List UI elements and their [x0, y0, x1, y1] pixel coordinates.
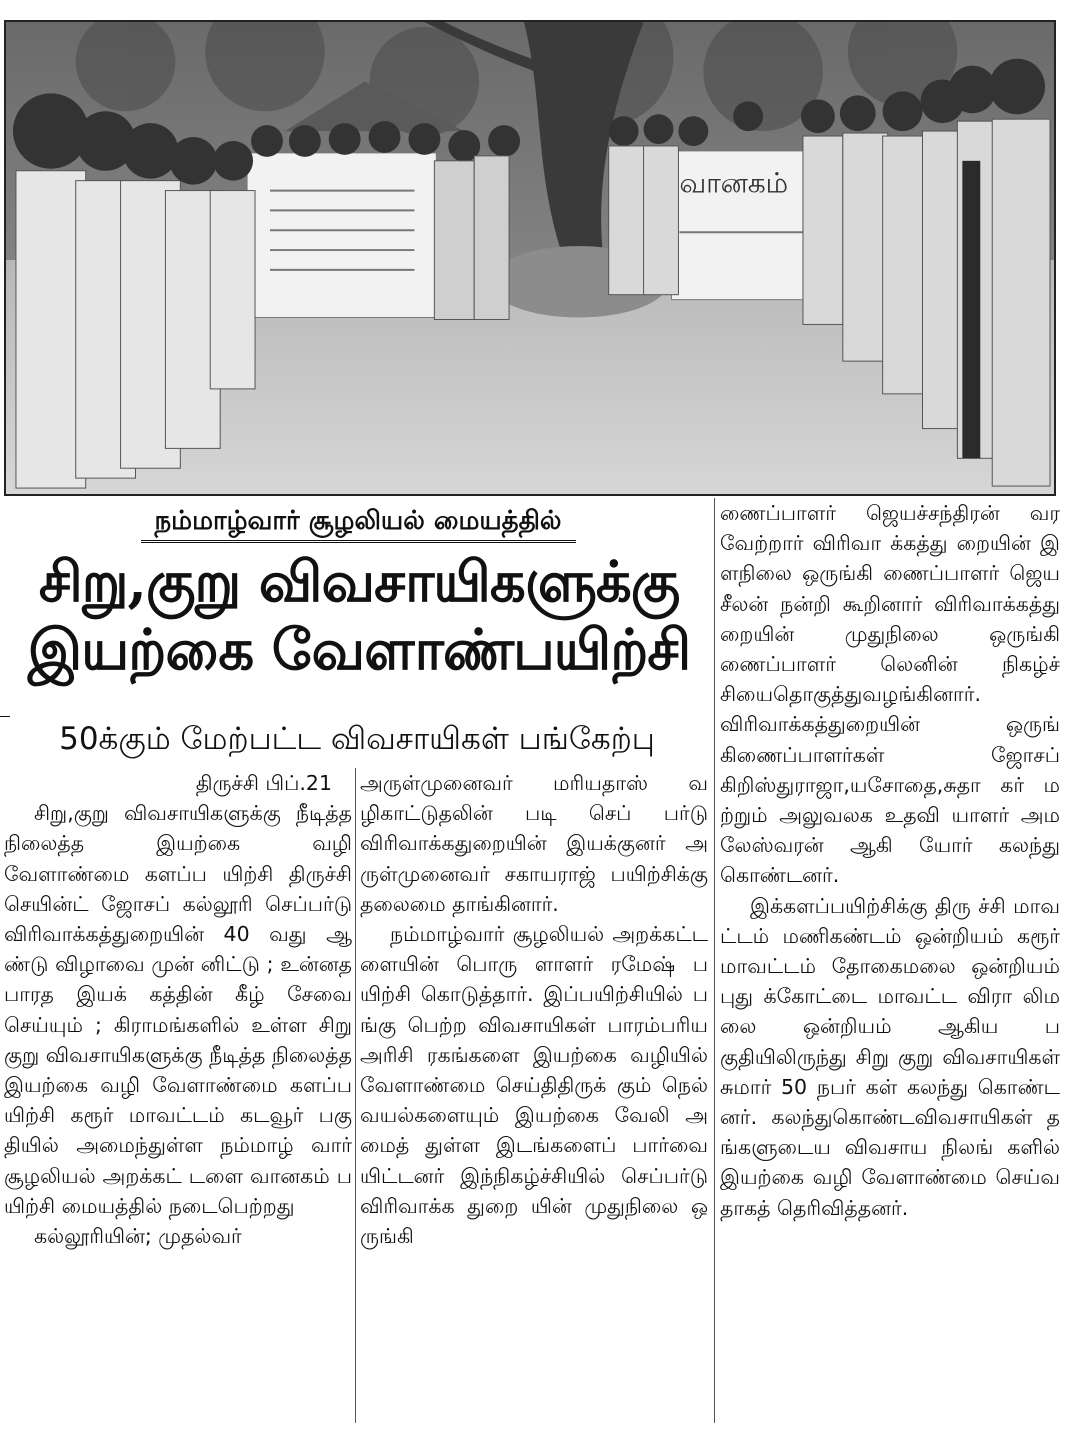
paragraph: இக்களப்பயிற்சிக்கு திரு ச்சி மாவட்டம் மணிகண்டம் ஒன்றியம் கரூர் மாவட்டம் தோகைமலை ஒன்றியம் புது க்கோட்டை மாவட்ட விரா லிமலை ஒன்றியம் ஆகிய பகுதியிலிருந்து சிறு குறு விவசாயிகள் சுமார் 50 நபர் கள் கலந்து கொண்டனர். கலந்துகொண்டவிவசாயிகள் தங்களுடைய விவசாய நிலங் களில் இயற்கை வழி வேளாண்மை செய்வதாகத் தெரிவித்தனர். — [720, 893, 1060, 1220]
subheadline: 50க்கும் மேற்பட்ட விவசாயிகள் பங்கேற்பு — [59, 721, 655, 757]
news-photo — [4, 20, 1056, 496]
subhead-rule — [0, 716, 10, 717]
column-divider — [714, 498, 715, 1423]
column-divider — [355, 768, 356, 1423]
paragraph: நம்மாழ்வார் சூழலியல் அறக்கட்டளையின் பொரு ளாளர் ரமேஷ் பயிற்சி கொடுத்தார். இப்பயிற்சியில் பங்கு பெற்ற விவசாயிகள் பாரம்பரிய அரிசி ரகங்களை இயற்கை வழியில் வேளாண்மை செய்திதிருக் கும் நெல் வயல்களையும் இயற்கை வேலி அமைத் துள்ள இடங்களைப் பார்வை யிட்டனர் இந்நிகழ்ச்சியில் செப்பர்டு விரிவாக்க துறை யின் முதுநிலை ஒருங்கி — [360, 922, 708, 1249]
article-column-1 — [4, 768, 352, 1251]
farmers-group-photo — [6, 22, 1054, 494]
paragraph: அருள்முனைவர் மரியதாஸ் வழிகாட்டுதலின் படி செப் பர்டு விரிவாக்கதுறையின் இயக்குனர் அருள்முனைவர் சகாயராஜ் பயிற்சிக்கு தலைமை தாங்கினார். — [360, 771, 708, 916]
kicker-text: நம்மாழ்வார் சூழலியல் மையத்தில் — [141, 504, 576, 543]
article-column-2 — [360, 768, 708, 1251]
paragraph: சிறு,குறு விவசாயிகளுக்கு நீடித்த நிலைத்த இயற்கை வழி வேளாண்மை களப்ப யிற்சி திருச்சி செயின்ட் ஜோசப் கல்லூரி செப்பர்டு விரிவாக்கத்துறையின் 40 வது ஆண்டு விழாவை முன் னிட்டு ; உன்னத பாரத இயக் கத்தின் கீழ் சேவை செய்யும் ; கிராமங்களில் உள்ள சிறு குறு விவசாயிகளுக்கு நீடித்த நிலைத்த இயற்கை வழி வேளாண்மை களப்பயிற்சி கரூர் மாவட்டம் கடவூர் பகு தியில் அமைந்துள்ள நம்மாழ் வார் சூழலியல் அறக்கட் டளை வானகம் பயிற்சி மையத்தில் நடைபெற்றது — [4, 801, 352, 1218]
headline-line-1: சிறு,குறு விவசாயிகளுக்கு — [38, 549, 680, 615]
headline-line-2: இயற்கை வேளாண்பயிற்சி — [27, 617, 691, 683]
paragraph: ணைப்பாளர் ஜெயச்சந்திரன் வரவேற்றார் விரிவா க்கத்து றையின் இளநிலை ஒருங்கி ணைப்பாளர் ஜெயசீலன் நன்றி கூறினார் விரிவாக்கத்து றையின் முதுநிலை ஒருங்கி ணைப்பாளர் லெனின் நிகழ்ச் சியைதொகுத்துவழங்கினார். விரிவாக்கத்துறையின் ஒருங் கிணைப்பாளர்கள் ஜோசப் கிறிஸ்துராஜா,யசோதை,சுதா கர் மற்றும் அலுவலக உதவி யாளர் அமலேஸ்வரன் ஆகி யோர் கலந்து கொண்டனர். — [720, 501, 1060, 888]
dateline: திருச்சி பிப்.21 — [195, 771, 332, 795]
headline — [2, 548, 716, 684]
banner-vanagam-text: வானகம் — [679, 166, 788, 200]
paragraph: கல்லூரியின்; முதல்வர் — [34, 1224, 242, 1249]
kicker — [4, 504, 712, 543]
article-column-3 — [720, 498, 1060, 1223]
